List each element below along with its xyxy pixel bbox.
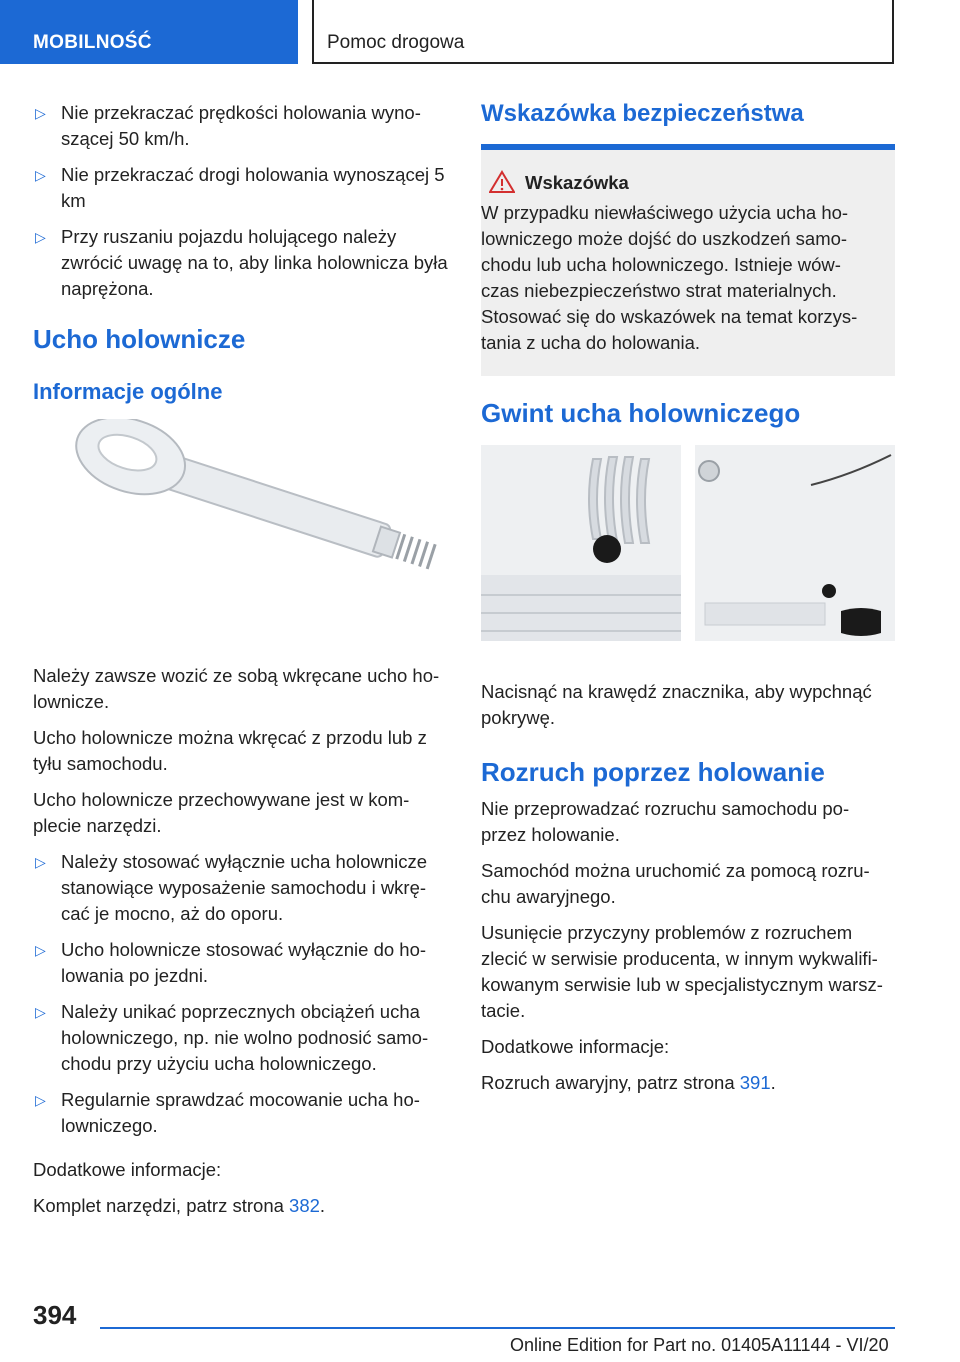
paragraph: Nacisnąć na krawędź znacznika, aby wypchnąć pokrywę.	[481, 681, 872, 728]
section-tab: MOBILNOŚĆ	[0, 0, 298, 64]
bumper-photos	[481, 445, 895, 665]
bullet-triangle-icon: ▷	[35, 229, 46, 245]
list-item: ▷ Nie przekraczać prędkości holowania wyno‐ szącej 50 km/h.	[35, 102, 421, 149]
cross-reference: Komplet narzędzi, patrz strona 382.	[33, 1195, 326, 1216]
list-item: ▷ Należy unikać poprzecznych obciążeń ucha holowniczego, np. nie wolno podnosić samo‐ chodu przy użyciu ucha holowniczego.	[35, 1001, 429, 1074]
paragraph: Dodatkowe informacje:	[33, 1159, 222, 1180]
note-box	[481, 150, 895, 376]
tow-eye-illustration	[33, 419, 448, 649]
page-number: 394	[33, 1300, 77, 1330]
note-text: W przypadku niewłaściwego użycia ucha ho‐ lowniczego może dojść do uszkodzeń samo‐ chodu lub ucha holowniczego. Istnieje wów‐ czas niebezpieczeństwo strat materialnych. Stosować się do wskazówek na temat korzys‐ tania z ucha do holowania.	[481, 202, 858, 353]
cross-reference: Rozruch awaryjny, patrz strona 391.	[481, 1072, 776, 1093]
left-column	[33, 100, 448, 1229]
paragraph: Ucho holownicze przechowywane jest w kom‐ plecie narzędzi.	[33, 789, 410, 836]
bullet-triangle-icon: ▷	[35, 942, 46, 958]
paragraph: Usunięcie przyczyny problemów z rozruchem zlecić w serwisie producenta, w innym wykwalifi‐ kowanym serwisie lub w specjalistycznym warsz‐ tacie.	[481, 922, 883, 1021]
paragraph: Dodatkowe informacje:	[481, 1036, 670, 1057]
bullet-triangle-icon: ▷	[35, 1004, 46, 1020]
subsection-heading: Informacje ogólne	[33, 379, 223, 404]
paragraph: Nie przeprowadzać rozruchu samochodu po‐ przez holowanie.	[481, 798, 850, 845]
page-link[interactable]: 382	[289, 1195, 320, 1216]
bullet-triangle-icon: ▷	[35, 1092, 46, 1108]
note-heading: Wskazówka	[481, 172, 881, 194]
bullet-triangle-icon: ▷	[35, 854, 46, 870]
section-heading: Ucho holownicze	[33, 324, 246, 354]
page-link[interactable]: 391	[739, 1072, 771, 1093]
bullet-list	[33, 849, 448, 1139]
safety-heading: Wskazówka bezpieczeństwa	[481, 100, 804, 127]
list-item: ▷ Ucho holownicze stosować wyłącznie do ho‐ lowania po jezdni.	[35, 939, 427, 986]
section-heading: Gwint ucha holowniczego	[481, 398, 801, 428]
list-item: ▷ Przy ruszaniu pojazdu holującego należy zwrócić uwagę na to, aby linka holownicza była naprężona.	[35, 226, 448, 299]
right-column	[481, 100, 895, 1106]
bullet-triangle-icon: ▷	[35, 105, 46, 121]
paragraph: Samochód można uruchomić za pomocą rozru‐ chu awaryjnego.	[481, 860, 870, 907]
paragraph: Ucho holownicze można wkręcać z przodu lub z tyłu samochodu.	[33, 727, 427, 774]
list-item: ▷ Regularnie sprawdzać mocowanie ucha ho‐ lowniczego.	[35, 1089, 420, 1136]
warning-triangle-icon	[489, 170, 515, 194]
bullet-triangle-icon: ▷	[35, 167, 46, 183]
footer-edition: Online Edition for Part no. 01405A11144 - VI/20	[510, 1335, 889, 1355]
footer-rule	[100, 1327, 895, 1329]
list-item: ▷ Należy stosować wyłącznie ucha holownicze stanowiące wyposażenie samochodu i wkrę‐ cać je mocno, aż do oporu.	[35, 851, 428, 924]
list-item: ▷ Nie przekraczać drogi holowania wynoszącej 5 km	[35, 164, 445, 211]
section-heading: Rozruch poprzez holowanie	[481, 757, 825, 787]
bullet-list-top	[33, 100, 448, 302]
paragraph: Należy zawsze wozić ze sobą wkręcane ucho ho‐ lownicze.	[33, 665, 440, 712]
page-header-title: Pomoc drogowa	[312, 0, 894, 64]
